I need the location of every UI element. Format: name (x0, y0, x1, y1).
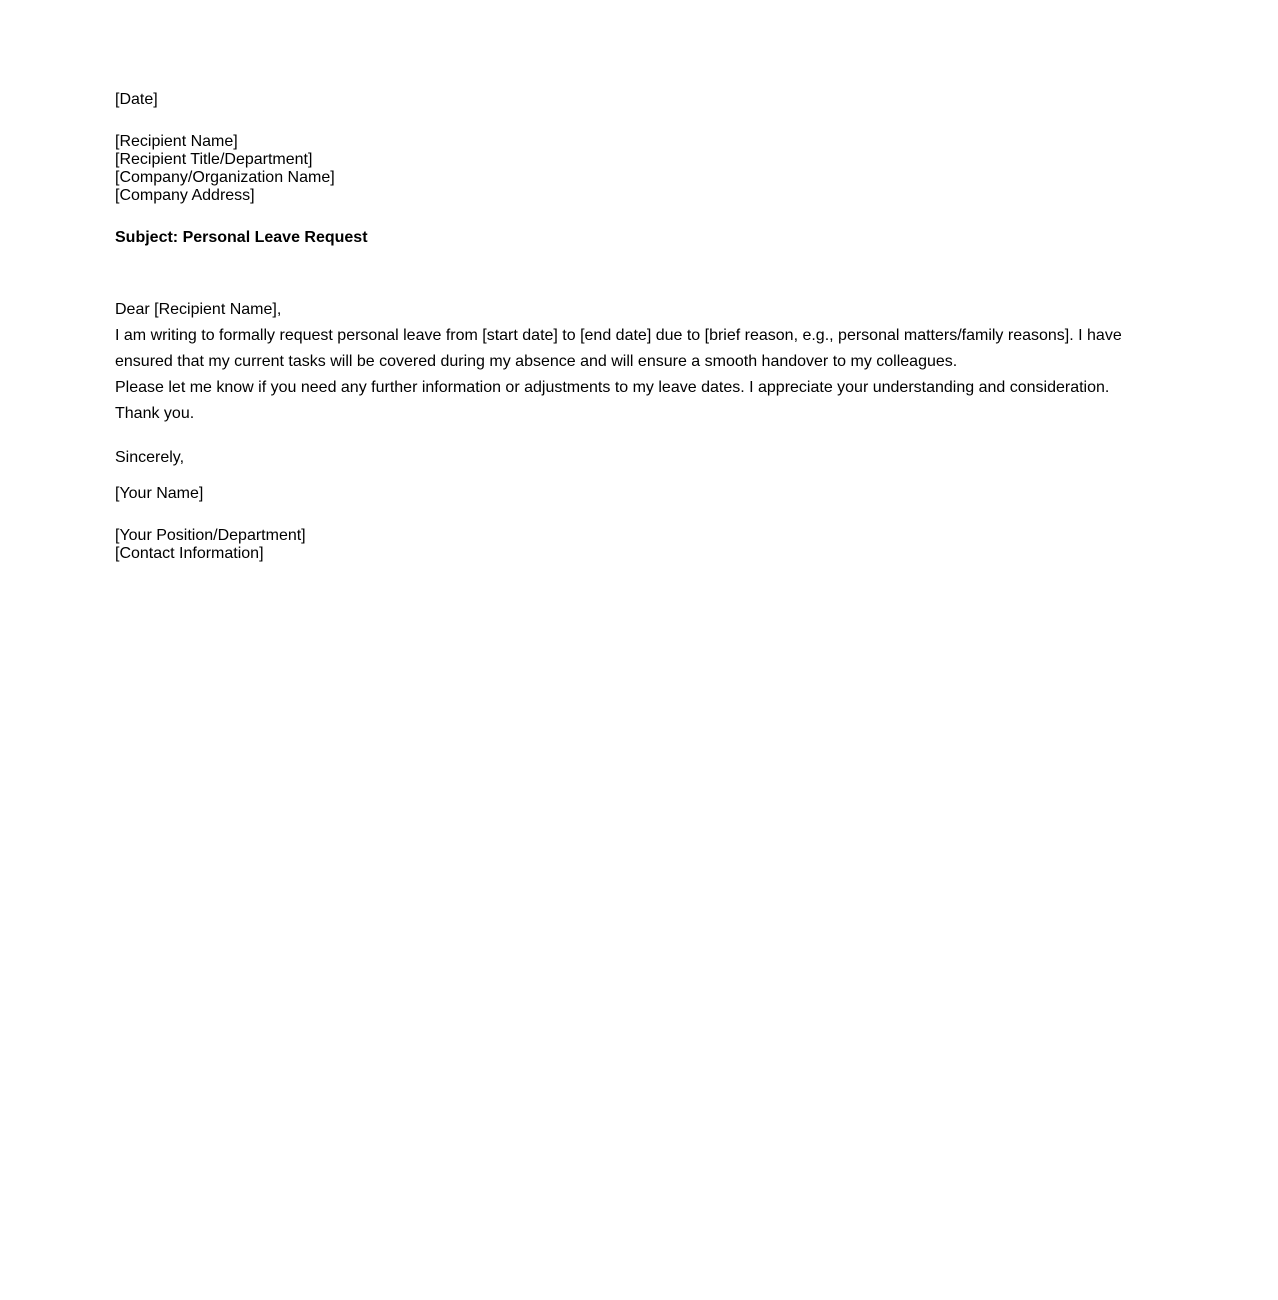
letter-body (115, 297, 1145, 427)
recipient-name-placeholder: [Recipient Name] (115, 133, 238, 150)
signature-block (115, 527, 1145, 563)
closing: Sincerely, (115, 449, 185, 466)
signature-name-placeholder: [Your Name] (115, 485, 204, 502)
company-address-placeholder: [Company Address] (115, 187, 255, 204)
signature-position-placeholder: [Your Position/Department] (115, 527, 306, 544)
company-name-placeholder: [Company/Organization Name] (115, 169, 335, 186)
body-thank-you: Thank you. (115, 405, 195, 422)
salutation: Dear [Recipient Name], (115, 301, 282, 318)
body-paragraph-request: I am writing to formally request personal leave from [start date] to [end date] due to [brief reason, e.g., personal matters/family reasons]. I have ensured that my current tasks will be covered during my absence and will ensure a smooth handover to my colleagues. (115, 327, 1122, 370)
signature-contact-placeholder: [Contact Information] (115, 545, 264, 562)
date-placeholder: [Date] (115, 91, 158, 108)
body-paragraph-followup: Please let me know if you need any further information or adjustments to my leave dates. I appreciate your understanding and consideration. (115, 379, 1110, 396)
subject-line: Subject: Personal Leave Request (115, 229, 368, 246)
leave-request-letter (115, 91, 1145, 563)
recipient-block (115, 133, 1145, 205)
recipient-title-placeholder: [Recipient Title/Department] (115, 151, 313, 168)
